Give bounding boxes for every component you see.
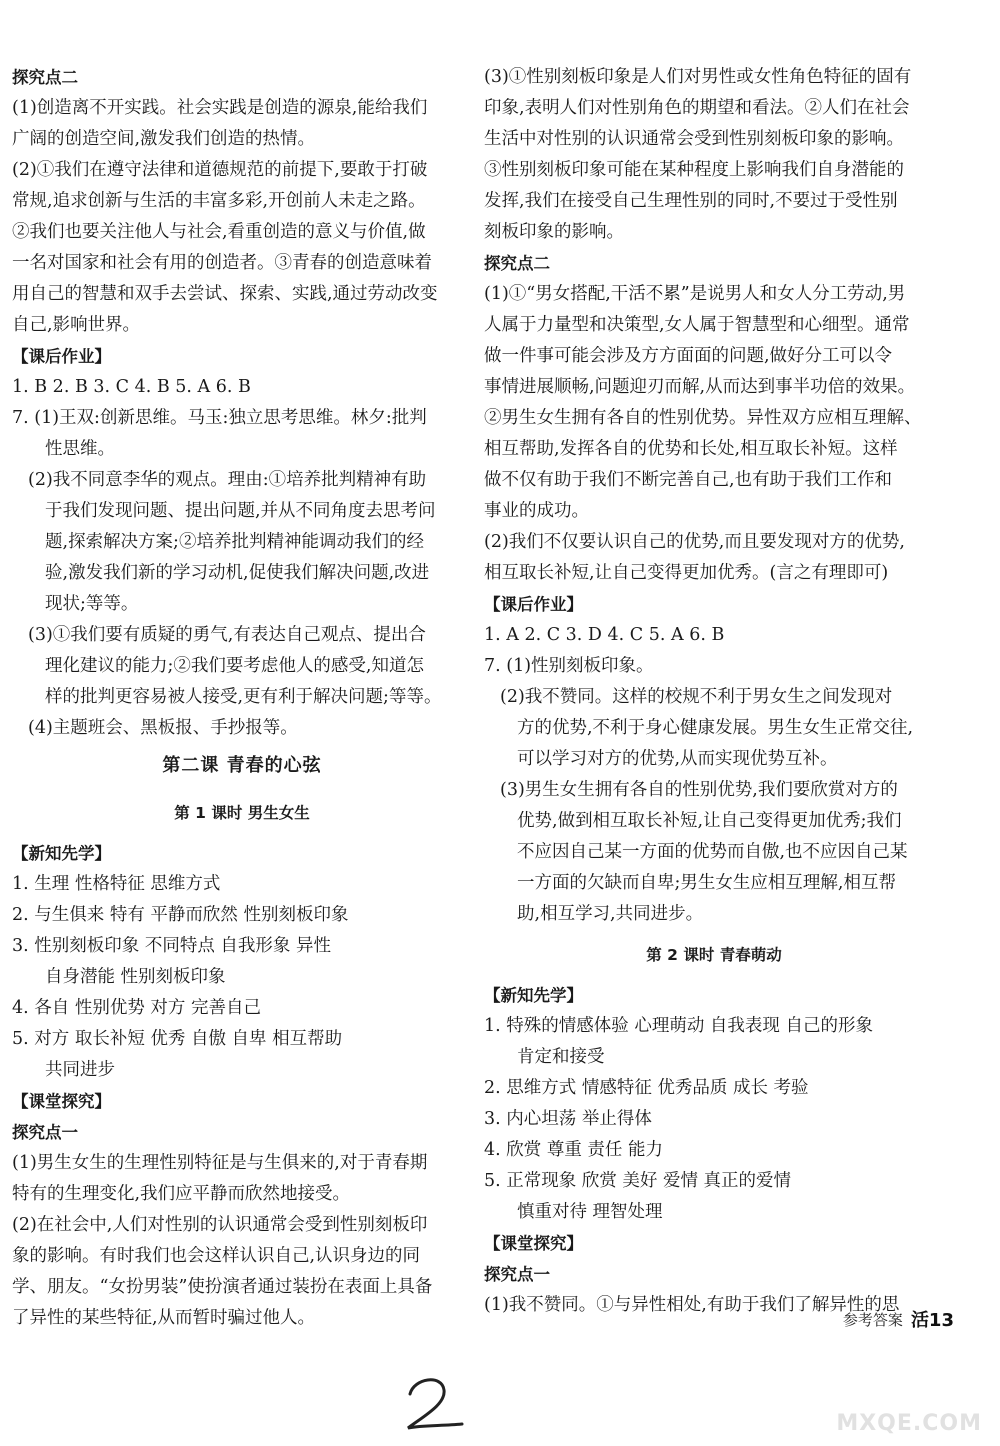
right-column xyxy=(484,62,944,1321)
text-line: 一名对国家和社会有用的创造者。③青春的创造意味着 xyxy=(12,253,432,273)
text-line: (2)我不同意李华的观点。理由:①培养批判精神有助 xyxy=(28,470,427,490)
text-line: (2)我不赞同。这样的校规不利于男女生之间发现对 xyxy=(500,687,893,707)
text-line: (4)主题班会、黑板报、手抄报等。 xyxy=(28,718,298,738)
text-line: 4. 各自 性别优势 对方 完善自己 xyxy=(12,998,261,1018)
text-line: 自己,影响世界。 xyxy=(12,315,141,335)
text-line: 了异性的某些特征,从而暂时骗过他人。 xyxy=(12,1308,316,1328)
text-line: (1)①“男女搭配,干活不累”是说男人和女人分工劳动,男 xyxy=(484,284,906,304)
text-line: 做不仅有助于我们不断完善自己,也有助于我们工作和 xyxy=(484,470,893,490)
text-line: 题,探索解决方案;②培养批判精神能调动我们的经 xyxy=(45,532,424,552)
section-heading: 【新知先学】 xyxy=(12,844,111,863)
text-line: (2)①我们在遵守法律和道德规范的前提下,要敢于打破 xyxy=(12,160,428,180)
section-heading: 【课后作业】 xyxy=(484,595,583,614)
watermark-stamp xyxy=(794,1300,994,1440)
text-line: 慎重对待 理智处理 xyxy=(517,1202,663,1222)
text-line: 印象,表明人们对性别角色的期望和看法。②人们在社会 xyxy=(484,98,910,118)
text-line: ③性别刻板印象可能在某种程度上影响我们自身潜能的 xyxy=(484,160,904,180)
text-line: 相互帮助,发挥各自的优势和长处,相互取长补短。这样 xyxy=(484,439,898,459)
text-line: 2. 思维方式 情感特征 优秀品质 成长 考验 xyxy=(484,1078,809,1098)
text-line: 于我们发现问题、提出问题,并从不同角度去思考问 xyxy=(45,501,436,521)
left-column xyxy=(12,62,472,1334)
text-line: (1)我不赞同。①与异性相处,有助于我们了解异性的思 xyxy=(484,1295,900,1315)
text-line: (1)男生女生的生理性别特征是与生俱来的,对于青春期 xyxy=(12,1153,428,1173)
text-line: 人属于力量型和决策型,女人属于智慧型和心细型。通常 xyxy=(484,315,910,335)
text-line: 样的批判更容易被人接受,更有利于解决问题;等等。 xyxy=(45,687,442,707)
text-line: 4. 欣赏 尊重 责任 能力 xyxy=(484,1140,663,1160)
text-line: 共同进步 xyxy=(45,1060,115,1080)
text-line: (3)①性别刻板印象是人们对男性或女性角色特征的固有 xyxy=(484,67,912,87)
text-line: 3. 内心坦荡 举止得体 xyxy=(484,1109,652,1129)
text-line: 7. (1)性别刻板印象。 xyxy=(484,656,654,676)
text-line: 1. 特殊的情感体验 心理萌动 自我表现 自己的形象 xyxy=(484,1016,873,1036)
text-line: (2)我们不仅要认识自己的优势,而且要发现对方的优势, xyxy=(484,532,905,552)
text-line: 自身潜能 性别刻板印象 xyxy=(45,967,226,987)
text-line: 生活中对性别的认识通常会受到性别刻板印象的影响。 xyxy=(484,129,904,149)
text-line: 常规,追求创新与生活的丰富多彩,开创前人未走之路。 xyxy=(12,191,426,211)
footer-label: 参考答案 xyxy=(842,1310,903,1329)
lesson-subtitle: 第 2 课时 青春萌动 xyxy=(646,946,782,964)
text-line: 可以学习对方的优势,从而实现优势互补。 xyxy=(517,749,838,769)
handwritten-mark xyxy=(398,1370,468,1436)
section-heading: 探究点二 xyxy=(484,254,550,273)
text-line: 事情进展顺畅,问题迎刃而解,从而达到事半功倍的效果。 xyxy=(484,377,916,397)
lesson-subtitle: 第 1 课时 男生女生 xyxy=(174,804,310,822)
text-line: 2. 与生俱来 特有 平静而欣然 性别刻板印象 xyxy=(12,905,349,925)
text-line: 刻板印象的影响。 xyxy=(484,222,624,242)
section-heading: 探究点一 xyxy=(12,1123,78,1142)
text-line: 做一件事可能会涉及方方面面的问题,做好分工可以令 xyxy=(484,346,893,366)
text-line: 1. A 2. C 3. D 4. C 5. A 6. B xyxy=(484,625,725,645)
text-line: 广阔的创造空间,激发我们创造的热情。 xyxy=(12,129,316,149)
section-heading: 【课堂探究】 xyxy=(484,1234,583,1253)
text-line: 一方面的欠缺而自卑;男生女生应相互理解,相互帮 xyxy=(517,873,896,893)
section-heading: 探究点一 xyxy=(484,1265,550,1284)
section-heading: 探究点二 xyxy=(12,68,78,87)
page-number: 活13 xyxy=(910,1310,954,1331)
section-heading: 【新知先学】 xyxy=(484,986,583,1005)
text-line: 5. 正常现象 欣赏 美好 爱情 真正的爱情 xyxy=(484,1171,792,1191)
text-line: 理化建议的能力;②我们要考虑他人的感受,知道怎 xyxy=(45,656,424,676)
text-line: ②我们也要关注他人与社会,看重创造的意义与价值,做 xyxy=(12,222,426,242)
text-line: 用自己的智慧和双手去尝试、探索、实践,通过劳动改变 xyxy=(12,284,438,304)
text-line: 性思维。 xyxy=(45,439,115,459)
lesson-title: 第二课 青春的心弦 xyxy=(162,755,322,776)
text-line: (1)创造离不开实践。社会实践是创造的源泉,能给我们 xyxy=(12,98,428,118)
text-line: 1. 生理 性格特征 思维方式 xyxy=(12,874,221,894)
text-line: (2)在社会中,人们对性别的认识通常会受到性别刻板印 xyxy=(12,1215,428,1235)
text-line: 象的影响。有时我们也会这样认识自己,认识身边的同 xyxy=(12,1246,421,1266)
text-line: 特有的生理变化,我们应平静而欣然地接受。 xyxy=(12,1184,351,1204)
section-heading: 【课后作业】 xyxy=(12,347,111,366)
text-line: 发挥,我们在接受自己生理性别的同时,不要过于受性别 xyxy=(484,191,898,211)
section-heading: 【课堂探究】 xyxy=(12,1092,111,1111)
text-line: 肯定和接受 xyxy=(517,1047,605,1067)
text-line: 事业的成功。 xyxy=(484,501,589,521)
text-line: (3)①我们要有质疑的勇气,有表达自己观点、提出合 xyxy=(28,625,426,645)
text-line: 学、朋友。“女扮男装”使扮演者通过装扮在表面上具备 xyxy=(12,1277,433,1297)
text-line: 3. 性别刻板印象 不同特点 自我形象 异性 xyxy=(12,936,331,956)
text-line: 方的优势,不利于身心健康发展。男生女生正常交往, xyxy=(517,718,914,738)
watermark-text: MXQE.COM xyxy=(836,1411,982,1436)
text-line: 1. B 2. B 3. C 4. B 5. A 6. B xyxy=(12,377,251,397)
text-line: 7. (1)王双:创新思维。马玉:独立思考思维。林夕:批判 xyxy=(12,408,427,428)
text-line: 现状;等等。 xyxy=(45,594,139,614)
text-line: 5. 对方 取长补短 优秀 自傲 自卑 相互帮助 xyxy=(12,1029,343,1049)
text-line: 不应因自己某一方面的优势而自傲,也不应因自己某 xyxy=(517,842,908,862)
text-line: 助,相互学习,共同进步。 xyxy=(517,904,704,924)
text-line: ②男生女生拥有各自的性别优势。异性双方应相互理解、 xyxy=(484,408,922,428)
text-line: 验,激发我们新的学习动机,促使我们解决问题,改进 xyxy=(45,563,430,583)
text-line: (3)男生女生拥有各自的性别优势,我们要欣赏对方的 xyxy=(500,780,898,800)
text-line: 优势,做到相互取长补短,让自己变得更加优秀;我们 xyxy=(517,811,902,831)
text-line: 相互取长补短,让自己变得更加优秀。(言之有理即可) xyxy=(484,563,889,583)
